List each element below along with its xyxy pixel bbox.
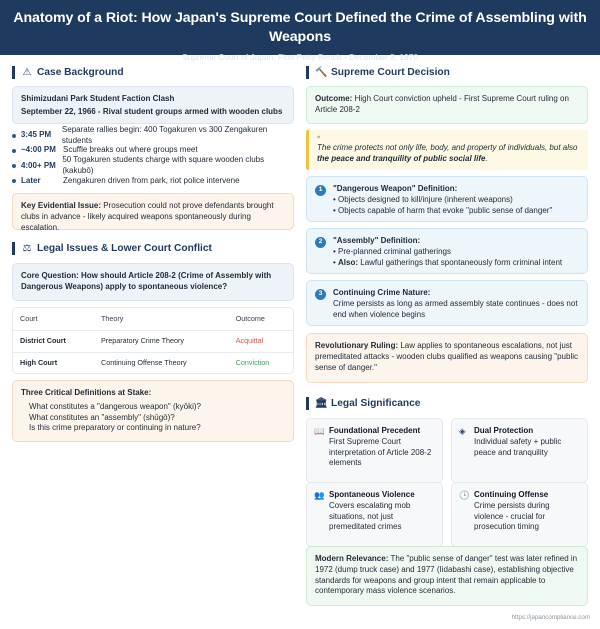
table-row: High Court Continuing Offense Theory Conviction	[20, 358, 270, 368]
definition-question: What constitutes a "dangerous weapon" (kyōki)?	[29, 401, 201, 411]
core-question-box: Core Question: How should Article 208-2 (Crime of Assembly with Dangerous Weapons) apply to spontaneous violence?	[12, 263, 294, 301]
timeline	[12, 124, 294, 189]
page-title: Anatomy of a Riot: How Japan's Supreme Court Defined the Crime of Assembling with Weapons	[13, 10, 587, 46]
page-header	[0, 0, 600, 63]
significance-card: ◈ Dual Protection Individual safety + public peace and tranquility	[451, 418, 588, 483]
clash-box: Shimizudani Park Student Faction Clash September 22, 1966 - Rival student groups armed with wooden clubs	[12, 86, 294, 124]
scales-icon: ⚖	[22, 243, 32, 255]
timeline-item: Later Zengakuren driven from park, riot police intervene	[12, 174, 294, 189]
quote-icon: ❝	[317, 136, 321, 142]
table-header: Theory	[94, 308, 229, 330]
table-row: District Court Preparatory Crime Theory Acquittal	[13, 330, 293, 352]
definition-card-2: 2 "Assembly" Definition: • Pre-planned criminal gatherings • Also: Lawful gatherings that spontaneously form criminal intent	[306, 228, 588, 274]
definition-card-1: 1 "Dangerous Weapon" Definition: • Objects designed to kill/injure (inherent weapons) • Objects capable of harm that evoke "public sense of danger"	[306, 176, 588, 222]
definition-card-3: 3 Continuing Crime Nature: Crime persists as long as armed assembly state continues - does not end when violence begins	[306, 280, 588, 326]
gavel-icon: 🔨	[315, 67, 328, 79]
definition-question: Is this crime preparatory or continuing in nature?	[29, 423, 201, 433]
definition-question: What constitutes an "assembly" (shūgō)?	[29, 412, 175, 422]
clock-icon: 🕒	[459, 490, 470, 500]
ruling-box: Revolutionary Ruling: Law applies to spontaneous escalations, not just premeditated attacks - wooden clubs qualified as weapons causing "public sense of danger."	[306, 333, 588, 383]
decision-heading: 🔨 Supreme Court Decision	[306, 66, 450, 80]
shield-icon: ◈	[459, 426, 466, 436]
users-icon: 👥	[314, 490, 325, 500]
significance-card: 🕒 Continuing Offense Crime persists during violence - crucial for prosecution timing	[451, 482, 588, 547]
table-header: Outcome	[229, 308, 293, 330]
outcome-box: Outcome: High Court conviction upheld - First Supreme Court ruling on Article 208-2	[306, 86, 588, 124]
warning-icon: ⚠	[22, 67, 32, 79]
building-icon: 🏛	[315, 398, 328, 410]
legal-issues-heading: ⚖ Legal Issues & Lower Court Conflict	[12, 242, 212, 256]
footer-url[interactable]: https://japancompliance.com	[511, 614, 590, 621]
timeline-item: 3:45 PM Separate rallies begin: 400 Togakuren vs 300 Zengakuren students	[12, 128, 294, 143]
table-header: Court	[13, 308, 94, 330]
page-subtitle: Supreme Court of Japan, First Petty Bench - December 3, 1970	[181, 52, 418, 63]
timeline-item: ~4:00 PM Scuffle breaks out where groups meet	[12, 143, 294, 158]
significance-card: 📖 Foundational Precedent First Supreme Court interpretation of Article 208-2 elements	[306, 418, 443, 483]
definitions-box: Three Critical Definitions at Stake: What constitutes a "dangerous weapon" (kyōki)? What constitutes an "assembly" (shūgō)? Is this crime preparatory or continuing in nature?	[12, 380, 294, 442]
evidential-issue-box: Key Evidential Issue: Prosecution could not prove defendants brought clubs in advance - likely acquired weapons spontaneously during escalation.	[12, 193, 294, 230]
court-table	[12, 307, 294, 374]
quote-box: ❝ The crime protects not only life, body, and property of individuals, but also the peace and tranquility of public social life.	[306, 130, 588, 170]
modern-relevance-box: Modern Relevance: The "public sense of danger" test was later refined in 1972 (dump truck case) and 1977 (Iidabashi case), establishing objective standards for weapons and group intent that remain applicable to contemporary mass violence scenarios.	[306, 546, 588, 606]
significance-heading: 🏛 Legal Significance	[306, 397, 420, 411]
case-background-heading: ⚠ Case Background	[12, 66, 124, 80]
book-icon: 📖	[314, 426, 325, 436]
timeline-item: 4:00+ PM 50 Togakuren students charge with square wooden clubs (kakubō)	[12, 158, 294, 173]
significance-card: 👥 Spontaneous Violence Covers escalating mob situations, not just premeditated crimes	[306, 482, 443, 547]
